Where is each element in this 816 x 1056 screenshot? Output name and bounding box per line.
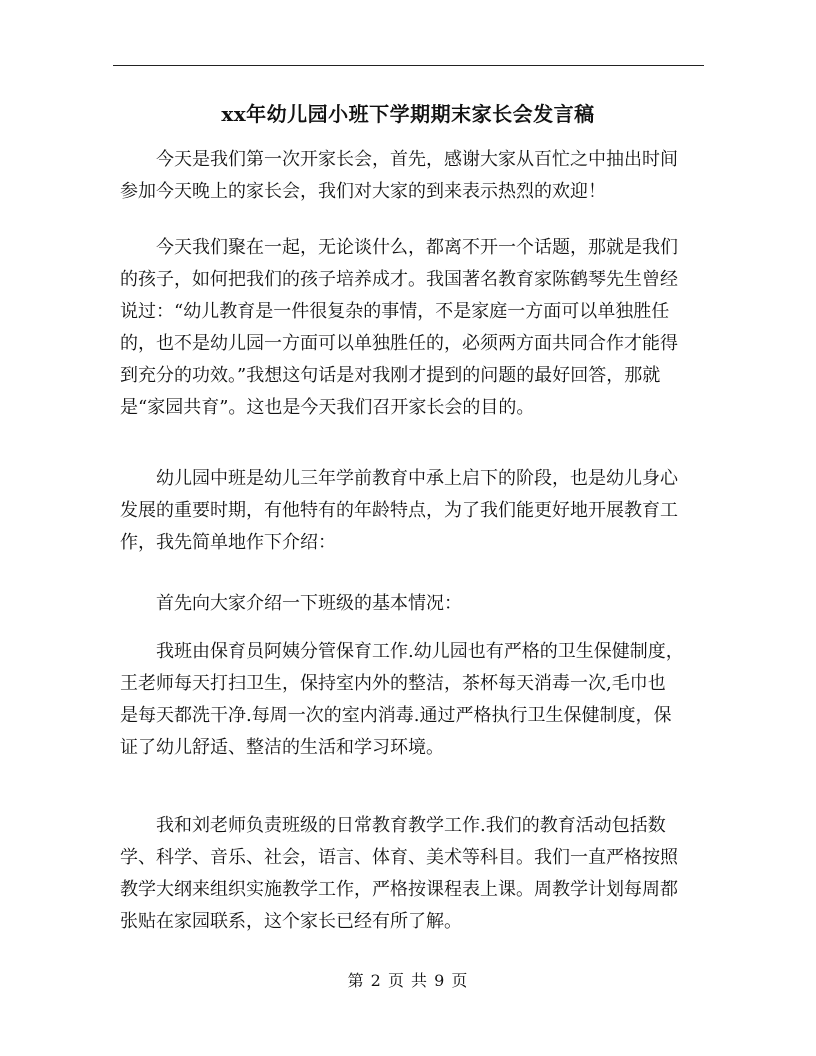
page-footer: 第 2 页 共 9 页: [347, 971, 469, 990]
text-line: 参加今天晚上的家长会，我们对大家的到来表示热烈的欢迎！: [120, 181, 606, 202]
paragraph-2: [120, 232, 705, 424]
text-line: 今天是我们第一次开家长会，首先，感谢大家从百忙之中抽出时间: [120, 149, 678, 170]
text-line: 我班由保育员阿姨分管保育工作.幼儿园也有严格的卫生保健制度，: [120, 641, 684, 662]
text-line: 王老师每天打扫卫生，保持室内外的整洁，茶杯每天消毒一次,毛巾也: [120, 673, 666, 694]
text-line: 的，也不是幼儿园一方面可以单独胜任的，必须两方面共同合作才能得: [120, 333, 678, 354]
paragraph-5: [120, 636, 705, 764]
paragraph-6: [120, 810, 705, 938]
document-title: xx年幼儿园小班下学期期末家长会发言稿: [221, 102, 595, 126]
text-line: 发展的重要时期，有他特有的年龄特点，为了我们能更好地开展教育工: [120, 500, 678, 521]
text-line: 今天我们聚在一起，无论谈什么，都离不开一个话题，那就是我们: [120, 237, 678, 258]
text-line: 教学大纲来组织实施教学工作，严格按课程表上课。周教学计划每周都: [120, 879, 678, 900]
text-line: 学、科学、音乐、社会，语言、体育、美术等科目。我们一直严格按照: [120, 847, 678, 868]
paragraph-1: [120, 144, 705, 208]
text-line: 证了幼儿舒适、整洁的生活和学习环境。: [120, 737, 444, 758]
text-line: 张贴在家园联系，这个家长已经有所了解。: [120, 911, 462, 932]
text-line: 是“家园共育”。这也是今天我们召开家长会的目的。: [120, 397, 535, 418]
text-line: 是每天都洗干净.每周一次的室内消毒.通过严格执行卫生保健制度，保: [120, 705, 672, 726]
text-line: 作，我先简单地作下介绍：: [120, 532, 336, 553]
header-rule: [113, 65, 704, 66]
paragraph-3: [120, 463, 705, 559]
text-line: 我和刘老师负责班级的日常教育教学工作.我们的教育活动包括数: [120, 815, 666, 836]
paragraph-4: [120, 588, 705, 620]
text-line: 的孩子，如何把我们的孩子培养成才。我国著名教育家陈鹤琴先生曾经: [120, 269, 678, 290]
text-line: 到充分的功效。”我想这句话是对我刚才提到的问题的最好回答，那就: [120, 365, 661, 386]
text-line: 首先向大家介绍一下班级的基本情况：: [120, 593, 462, 614]
text-line: 幼儿园中班是幼儿三年学前教育中承上启下的阶段，也是幼儿身心: [120, 468, 678, 489]
text-line: 说过：“幼儿教育是一件很复杂的事情，不是家庭一方面可以单独胜任: [120, 301, 670, 322]
